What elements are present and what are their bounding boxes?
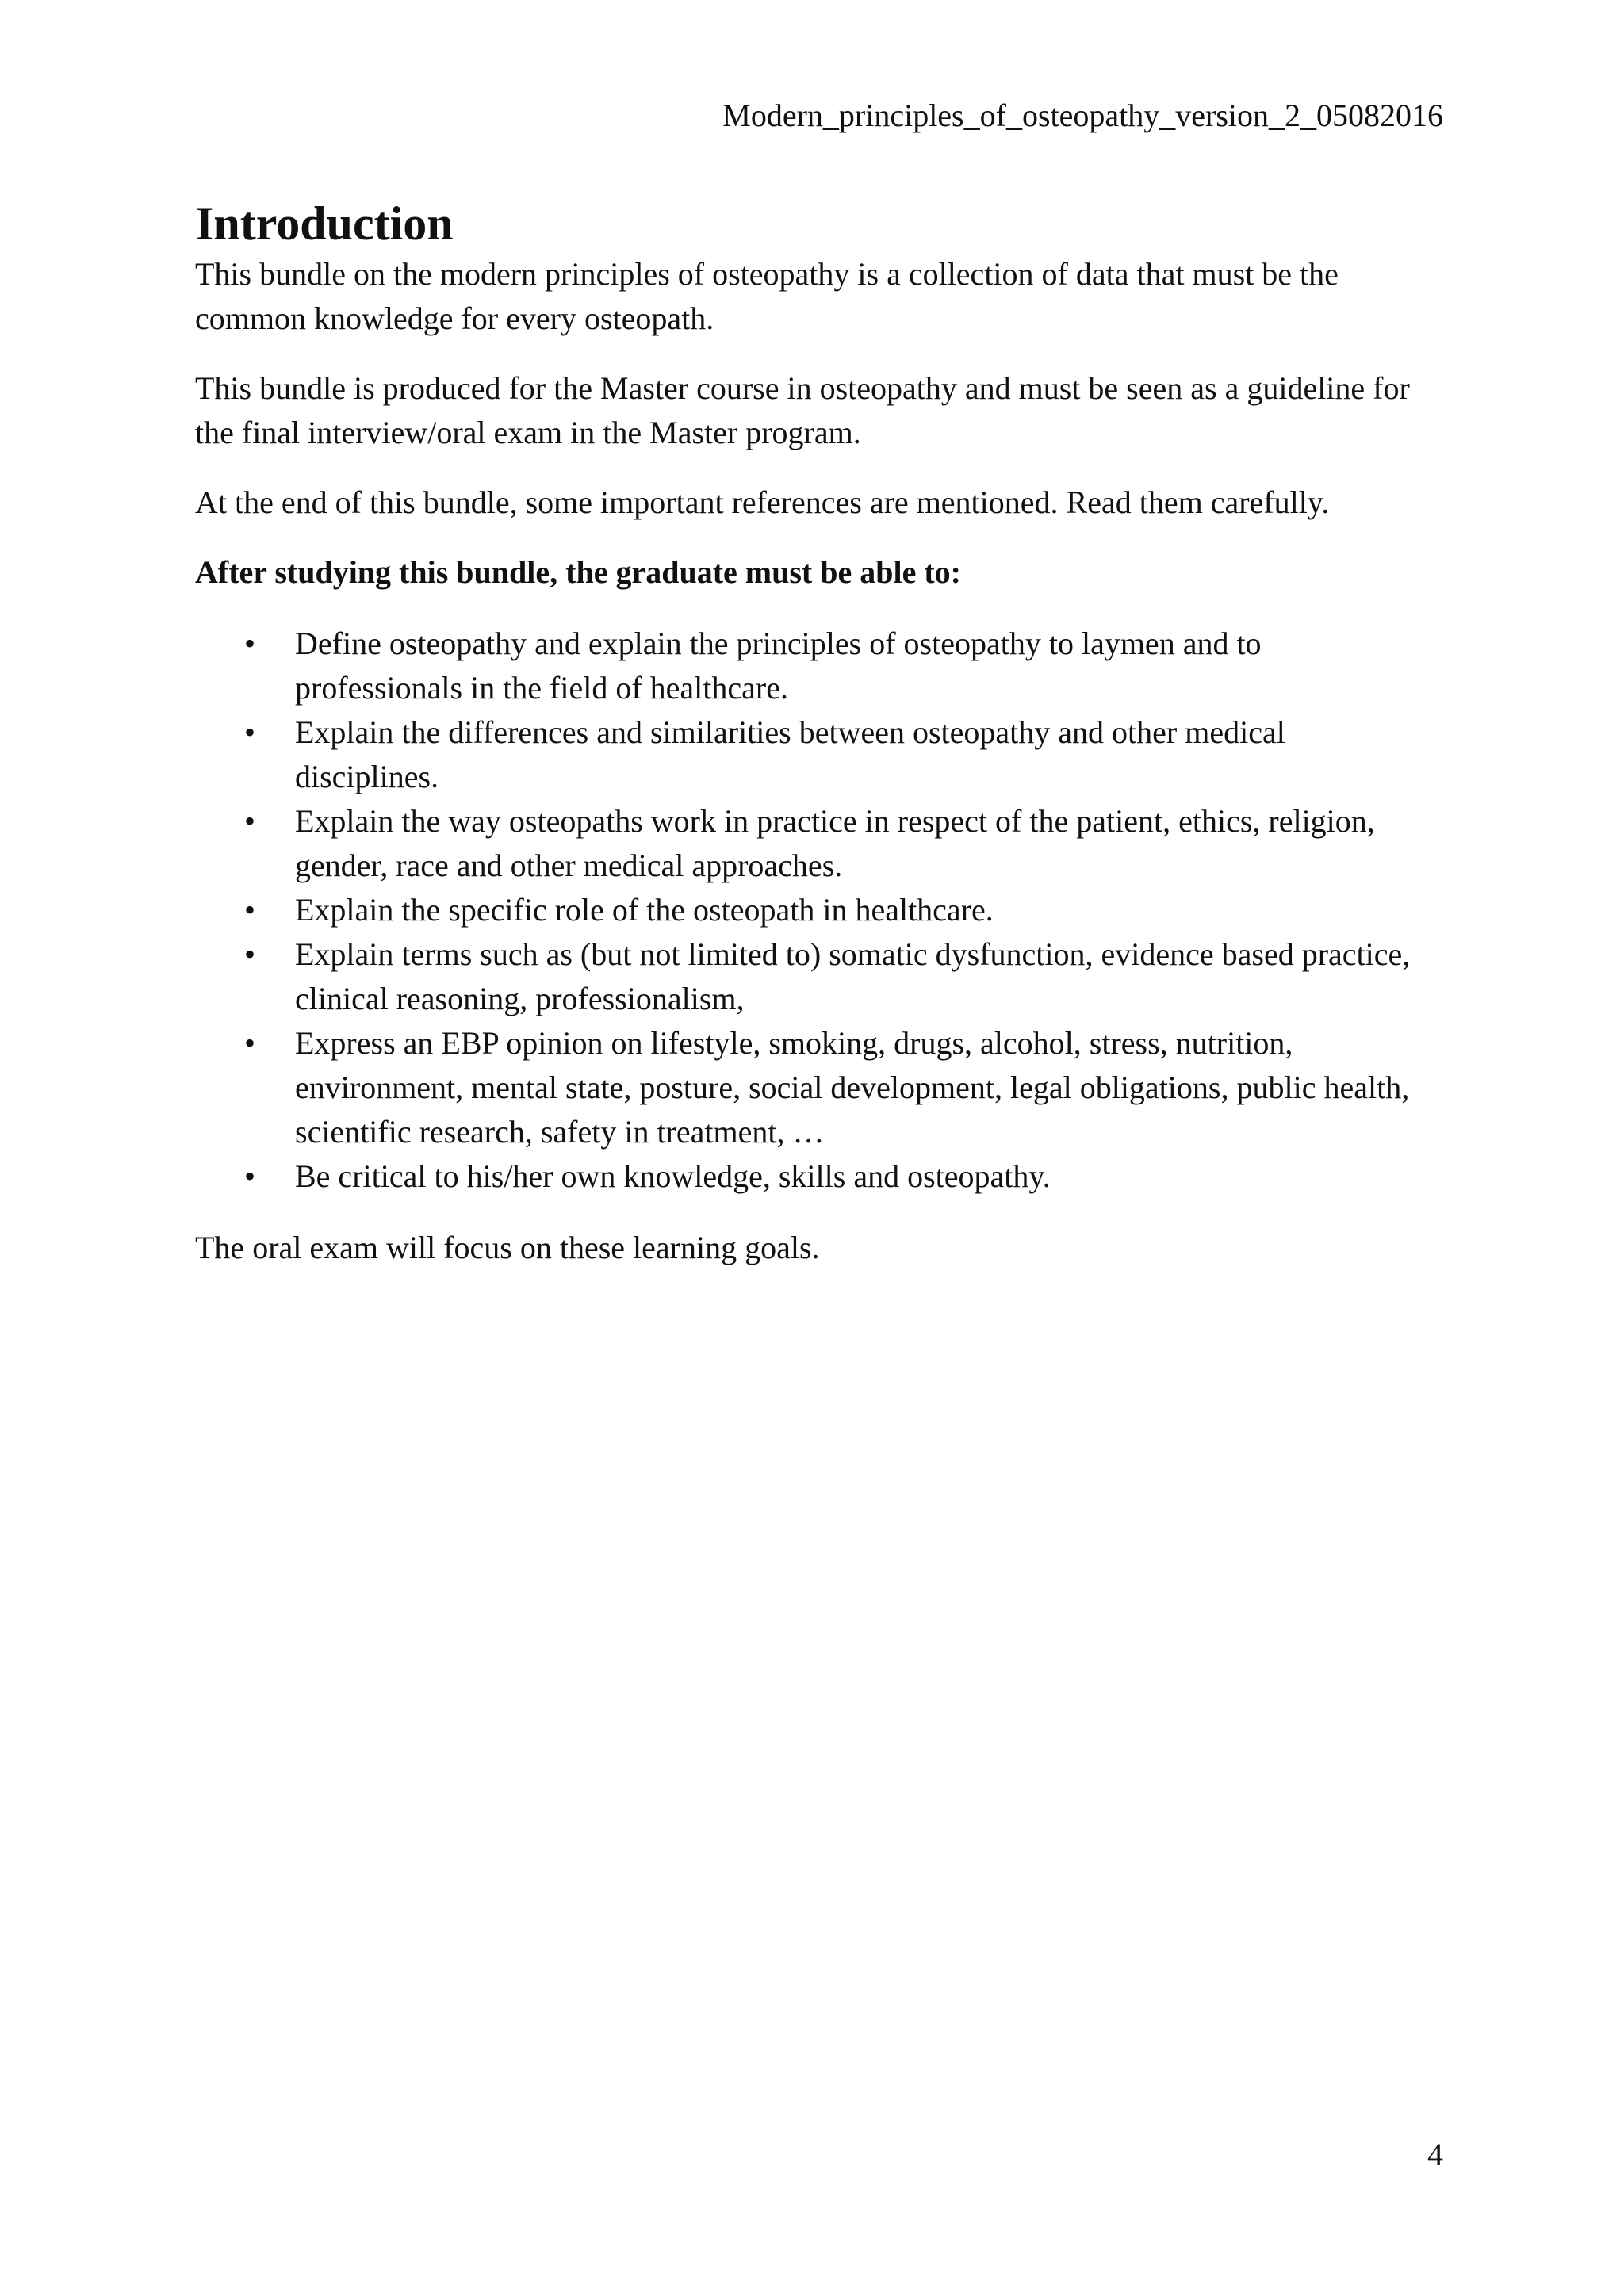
learning-goal-text: Explain the differences and similarities between osteopathy and other medical disciplines. bbox=[295, 714, 1285, 794]
learning-goals-lead: After studying this bundle, the graduate must be able to: bbox=[195, 554, 961, 590]
learning-goal-text: Be critical to his/her own knowledge, skills and osteopathy. bbox=[295, 1158, 1051, 1194]
bullet-icon: • bbox=[244, 1158, 256, 1194]
learning-goal-item bbox=[195, 799, 1432, 888]
closing-paragraph: The oral exam will focus on these learning goals. bbox=[195, 1230, 820, 1265]
learning-goal-text: Express an EBP opinion on lifestyle, smoking, drugs, alcohol, stress, nutrition, environment, mental state, posture, social development, legal obligations, public health, scientific research, safety in treatment, … bbox=[295, 1025, 1410, 1150]
learning-goal-item bbox=[195, 1021, 1432, 1154]
learning-goal-item bbox=[195, 1154, 1432, 1199]
bullet-icon: • bbox=[244, 936, 256, 972]
document-body bbox=[195, 195, 1432, 1295]
page-number: 4 bbox=[1427, 2137, 1443, 2172]
learning-goal-item bbox=[195, 622, 1432, 710]
bullet-icon: • bbox=[244, 803, 256, 839]
bullet-icon: • bbox=[244, 1025, 256, 1061]
bullet-icon: • bbox=[244, 714, 256, 750]
learning-goal-text: Define osteopathy and explain the principles of osteopathy to laymen and to professionals in the field of healthcare. bbox=[295, 626, 1262, 706]
learning-goal-item bbox=[195, 932, 1432, 1021]
bullet-icon: • bbox=[244, 626, 256, 661]
section-title: Introduction bbox=[195, 197, 454, 250]
bullet-icon: • bbox=[244, 892, 256, 928]
intro-paragraph-2: This bundle is produced for the Master course in osteopathy and must be seen as a guideline for the final interview/oral exam in the Master program. bbox=[195, 370, 1410, 450]
learning-goal-item bbox=[195, 888, 1432, 932]
intro-paragraph-3: At the end of this bundle, some important references are mentioned. Read them carefully. bbox=[195, 484, 1330, 520]
learning-goal-text: Explain terms such as (but not limited to) somatic dysfunction, evidence based practice, clinical reasoning, professionalism, bbox=[295, 936, 1411, 1016]
learning-goal-item bbox=[195, 710, 1432, 799]
intro-paragraph-1: This bundle on the modern principles of osteopathy is a collection of data that must be the common knowledge for every osteopath. bbox=[195, 256, 1339, 336]
learning-goals-list bbox=[195, 622, 1432, 1199]
learning-goal-text: Explain the way osteopaths work in practice in respect of the patient, ethics, religion, gender, race and other medical approaches. bbox=[295, 803, 1375, 883]
learning-goal-text: Explain the specific role of the osteopath in healthcare. bbox=[295, 892, 994, 928]
running-header: Modern_principles_of_osteopathy_version_2_05082016 bbox=[722, 98, 1443, 133]
